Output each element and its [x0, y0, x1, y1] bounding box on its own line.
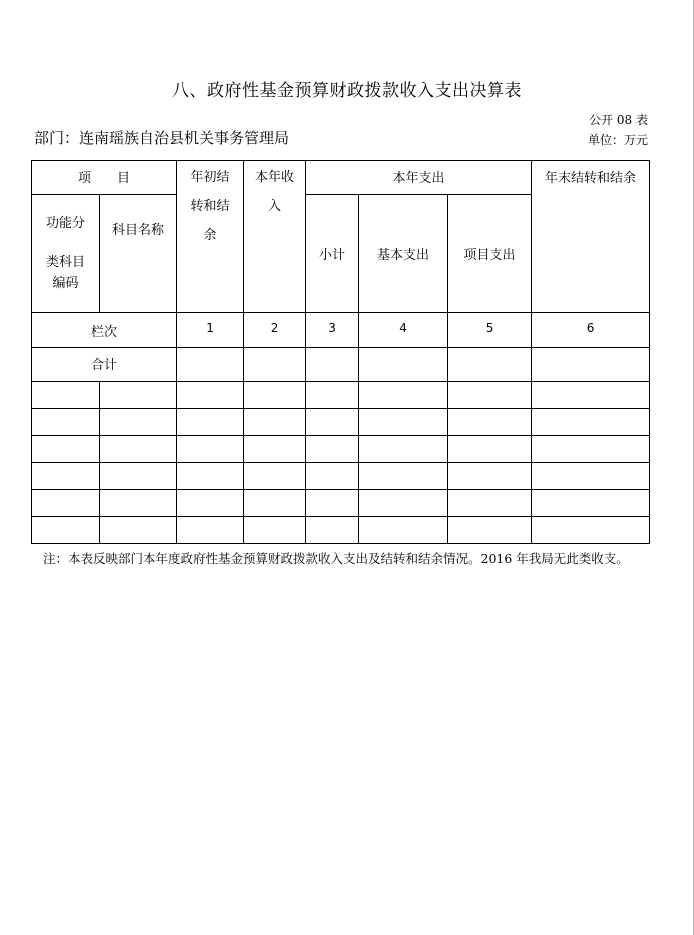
table-cell — [532, 436, 650, 463]
table-row — [32, 517, 650, 544]
header-subtotal — [306, 195, 359, 313]
column-number-6: 6 — [532, 313, 650, 348]
table-cell — [100, 409, 177, 436]
table-cell — [532, 382, 650, 409]
header-basic-expenditure — [359, 195, 448, 313]
table-cell — [448, 517, 532, 544]
table-cell — [32, 517, 100, 544]
header-opening-line1: 年初结 — [190, 170, 230, 185]
table-cell — [448, 463, 532, 490]
header-opening-line2: 转和结 — [190, 199, 230, 214]
header-item — [32, 161, 177, 195]
table-cell — [359, 463, 448, 490]
table-cell — [100, 490, 177, 517]
table-row — [32, 490, 650, 517]
total-label-text: 合计 — [91, 358, 118, 373]
unit-label: 单位：万元 — [587, 133, 648, 147]
total-label — [32, 348, 177, 382]
header-subject-text: 科目名称 — [112, 223, 165, 238]
table-cell — [100, 463, 177, 490]
table-cell — [306, 490, 359, 517]
table-cell — [32, 436, 100, 463]
table-cell — [244, 463, 306, 490]
header-subtotal-text: 小计 — [319, 248, 346, 263]
header-income-line1: 本年收 — [255, 170, 295, 185]
table-row — [32, 436, 650, 463]
table-cell — [177, 463, 244, 490]
budget-table — [31, 160, 650, 544]
table-cell — [177, 348, 244, 382]
table-cell — [306, 463, 359, 490]
table-cell — [448, 490, 532, 517]
department-label: 部门：连南瑶族自治县机关事务管理局 — [34, 129, 290, 147]
table-cell — [359, 348, 448, 382]
table-cell — [532, 517, 650, 544]
table-cell — [177, 490, 244, 517]
table-cell — [359, 490, 448, 517]
table-row — [32, 409, 650, 436]
table-cell — [244, 490, 306, 517]
table-cell — [448, 409, 532, 436]
table-cell — [532, 463, 650, 490]
table-cell — [32, 490, 100, 517]
table-cell — [177, 436, 244, 463]
table-cell — [177, 382, 244, 409]
table-cell — [244, 348, 306, 382]
header-year-expenditure — [306, 161, 532, 195]
header-func-line1: 功能分 — [45, 216, 85, 231]
table-cell — [100, 382, 177, 409]
table-cell — [359, 436, 448, 463]
header-opening-balance — [177, 161, 244, 313]
header-item-text: 项 目 — [78, 171, 131, 186]
table-cell — [306, 382, 359, 409]
table-cell — [244, 436, 306, 463]
table-cell — [306, 436, 359, 463]
table-cell — [177, 409, 244, 436]
table-cell — [532, 409, 650, 436]
header-basic-text: 基本支出 — [377, 248, 430, 263]
table-cell — [306, 409, 359, 436]
total-row — [32, 348, 650, 382]
table-cell — [177, 517, 244, 544]
table-footnote: 注：本表反映部门本年度政府性基金预算财政拨款收入支出及结转和结余情况。2016 年我局无此类收支。 — [43, 551, 629, 566]
column-number-5: 5 — [448, 313, 532, 348]
header-project-text: 项目支出 — [463, 248, 516, 263]
table-cell — [32, 463, 100, 490]
header-func-line2: 类科目 — [45, 255, 85, 270]
table-cell — [359, 517, 448, 544]
table-row — [32, 382, 650, 409]
table-row — [32, 463, 650, 490]
table-cell — [359, 409, 448, 436]
header-closing-text: 年末结转和结余 — [545, 171, 637, 186]
table-cell — [244, 517, 306, 544]
header-expenditure-text: 本年支出 — [392, 171, 445, 186]
header-opening-line3: 余 — [203, 228, 217, 243]
table-cell — [532, 490, 650, 517]
column-number-label-text: 栏次 — [91, 325, 118, 340]
header-subject-name — [100, 195, 177, 313]
table-cell — [532, 348, 650, 382]
table-cell — [100, 436, 177, 463]
header-project-expenditure — [448, 195, 532, 313]
table-cell — [244, 382, 306, 409]
column-number-4: 4 — [359, 313, 448, 348]
table-cell — [100, 517, 177, 544]
column-number-label — [32, 313, 177, 348]
column-number-1: 1 — [177, 313, 244, 348]
column-number-2: 2 — [244, 313, 306, 348]
table-cell — [448, 348, 532, 382]
table-cell — [359, 382, 448, 409]
table-cell — [306, 517, 359, 544]
table-cell — [32, 409, 100, 436]
column-number-3: 3 — [306, 313, 359, 348]
header-function-code — [32, 195, 100, 313]
form-number: 公开 08 表 — [589, 113, 648, 127]
table-cell — [244, 409, 306, 436]
header-year-income — [244, 161, 306, 313]
header-income-line2: 入 — [268, 199, 282, 214]
table-cell — [448, 382, 532, 409]
document-title: 八、政府性基金预算财政拨款收入支出决算表 — [172, 81, 522, 101]
table-cell — [306, 348, 359, 382]
table-cell — [32, 382, 100, 409]
table-cell — [448, 436, 532, 463]
header-closing-balance — [532, 161, 650, 313]
header-func-line3: 编码 — [52, 276, 79, 291]
